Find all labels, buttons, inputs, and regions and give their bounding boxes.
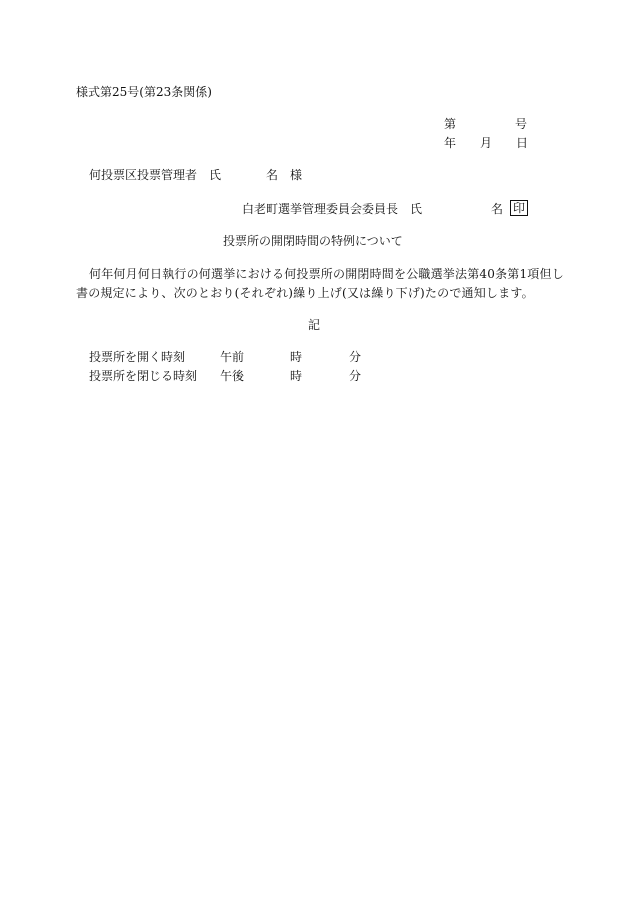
close-time-label: 投票所を閉じる時刻 [89,369,198,383]
open-time-minute: 分 [349,350,362,364]
number-go: 号 [515,117,528,131]
open-time-hour: 時 [290,350,303,364]
body-line-1: 何年何月何日執行の何選挙における何投票所の開閉時間を公職選挙法第40条第1項但し [89,267,564,281]
body-line-2: 書の規定により、次のとおり(それぞれ)繰り上げ(又は繰り下げ)たので通知します。 [76,286,534,300]
seal-mark: 印 [510,200,528,216]
sender-title: 白老町選挙管理委員会委員長 氏 [242,202,423,216]
document-title: 投票所の開閉時間の特例について [223,234,403,248]
open-time-period: 午前 [220,350,245,364]
seal-box [510,200,528,216]
date-month: 月 [480,136,493,150]
ki-mark: 記 [308,318,321,332]
addressee-honorific: 様 [290,168,303,182]
date-year: 年 [444,136,457,150]
date-day: 日 [516,136,529,150]
open-time-label: 投票所を開く時刻 [89,350,186,364]
form-number: 様式第25号(第23条関係) [76,85,212,99]
sender-name-char: 名 [491,202,504,216]
number-dai: 第 [444,117,457,131]
close-time-period: 午後 [220,369,245,383]
addressee-prefix: 何投票区投票管理者 氏 [89,168,222,182]
close-time-minute: 分 [349,369,362,383]
addressee-name-char: 名 [266,168,279,182]
close-time-hour: 時 [290,369,303,383]
